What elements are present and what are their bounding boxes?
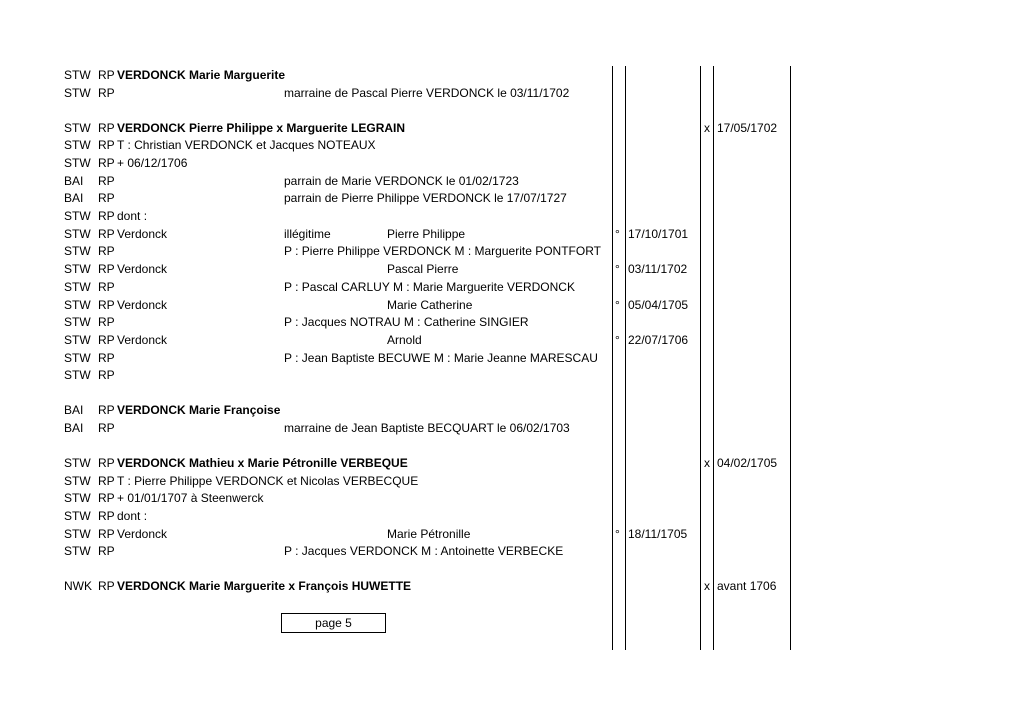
record-registry: RP	[98, 509, 115, 523]
record-name: dont :	[117, 209, 148, 223]
record-name: T : Pierre Philippe VERDONCK et Nicolas VERBECQUE	[117, 474, 419, 488]
record-parish: STW	[64, 474, 91, 488]
record-name: + 01/01/1707 à Steenwerck	[117, 491, 264, 505]
record-registry: RP	[98, 121, 115, 135]
record-row	[0, 190, 1024, 207]
record-parish: STW	[64, 315, 91, 329]
record-row	[0, 297, 1024, 314]
record-row	[0, 261, 1024, 278]
record-registry: RP	[98, 191, 115, 205]
record-row	[0, 85, 1024, 102]
record-registry: RP	[98, 262, 115, 276]
record-parish: STW	[64, 86, 91, 100]
record-detail: marraine de Jean Baptiste BECQUART le 06/02/1703	[284, 421, 570, 435]
record-detail: parrain de Marie VERDONCK le 01/02/1723	[284, 174, 519, 188]
record-registry: RP	[98, 244, 115, 258]
record-birth-date: 05/04/1705	[628, 298, 689, 312]
record-row	[0, 473, 1024, 490]
record-row	[0, 67, 1024, 84]
record-registry: RP	[98, 333, 115, 347]
record-registry: RP	[98, 421, 115, 435]
record-row	[0, 279, 1024, 296]
record-parish: STW	[64, 156, 91, 170]
record-detail: marraine de Pascal Pierre VERDONCK le 03/11/1702	[284, 86, 570, 100]
record-registry: RP	[98, 68, 115, 82]
record-marriage-sign: x	[704, 456, 710, 470]
record-parish: STW	[64, 351, 91, 365]
record-row	[0, 226, 1024, 243]
record-parish: NWK	[64, 579, 92, 593]
record-name: T : Christian VERDONCK et Jacques NOTEAUX	[117, 138, 376, 152]
record-parish: STW	[64, 280, 91, 294]
record-birth-date: 03/11/1702	[628, 262, 688, 276]
record-given-name: Pierre Philippe	[387, 227, 466, 241]
record-parish: STW	[64, 509, 91, 523]
record-parish: STW	[64, 138, 91, 152]
record-detail: P : Pascal CARLUY M : Marie Marguerite VERDONCK	[284, 280, 575, 294]
record-parish: STW	[64, 244, 91, 258]
record-parish: BAI	[64, 421, 84, 435]
record-detail: parrain de Pierre Philippe VERDONCK le 17/07/1727	[284, 191, 567, 205]
record-name: Verdonck	[117, 262, 168, 276]
record-detail: illégitime	[284, 227, 331, 241]
record-registry: RP	[98, 298, 115, 312]
record-registry: RP	[98, 315, 115, 329]
record-row	[0, 208, 1024, 225]
record-marriage-sign: x	[704, 121, 710, 135]
record-registry: RP	[98, 474, 115, 488]
record-name: + 06/12/1706	[117, 156, 188, 170]
record-parish: STW	[64, 527, 91, 541]
record-given-name: Arnold	[387, 333, 422, 347]
record-row	[0, 120, 1024, 137]
record-parish: BAI	[64, 191, 84, 205]
record-row	[0, 420, 1024, 437]
record-registry: RP	[98, 527, 115, 541]
record-marriage-date: avant 1706	[717, 579, 777, 593]
record-birth-sign: °	[615, 227, 620, 241]
record-name: VERDONCK Mathieu x Marie Pétronille VERBEQUE	[117, 456, 408, 470]
record-registry: RP	[98, 280, 115, 294]
record-name: VERDONCK Marie Marguerite	[117, 68, 286, 82]
record-birth-sign: °	[615, 527, 620, 541]
record-name: dont :	[117, 509, 148, 523]
record-registry: RP	[98, 138, 115, 152]
record-row	[0, 314, 1024, 331]
record-row	[0, 137, 1024, 154]
record-marriage-sign: x	[704, 579, 710, 593]
record-registry: RP	[98, 351, 115, 365]
record-parish: STW	[64, 209, 91, 223]
record-detail: P : Pierre Philippe VERDONCK M : Marguerite PONTFORT	[284, 244, 601, 258]
record-parish: STW	[64, 491, 91, 505]
record-row	[0, 526, 1024, 543]
record-row	[0, 508, 1024, 525]
record-row	[0, 350, 1024, 367]
record-birth-sign: °	[615, 298, 620, 312]
record-birth-sign: °	[615, 333, 620, 347]
record-name: Verdonck	[117, 298, 168, 312]
record-registry: RP	[98, 209, 115, 223]
record-registry: RP	[98, 491, 115, 505]
record-registry: RP	[98, 456, 115, 470]
record-parish: BAI	[64, 174, 84, 188]
record-registry: RP	[98, 227, 115, 241]
record-given-name: Marie Pétronille	[387, 527, 471, 541]
record-birth-sign: °	[615, 262, 620, 276]
record-marriage-date: 04/02/1705	[717, 456, 778, 470]
record-parish: STW	[64, 227, 91, 241]
record-row	[0, 490, 1024, 507]
record-registry: RP	[98, 86, 115, 100]
record-birth-date: 17/10/1701	[628, 227, 689, 241]
record-name: VERDONCK Marie Françoise	[117, 403, 281, 417]
record-registry: RP	[98, 579, 115, 593]
record-registry: RP	[98, 403, 115, 417]
record-row	[0, 243, 1024, 260]
record-row	[0, 543, 1024, 560]
record-name: VERDONCK Marie Marguerite x François HUWETTE	[117, 579, 412, 593]
record-parish: STW	[64, 544, 91, 558]
record-detail: P : Jean Baptiste BECUWE M : Marie Jeanne MARESCAU	[284, 351, 598, 365]
record-name: Verdonck	[117, 227, 168, 241]
record-birth-date: 18/11/1705	[628, 527, 688, 541]
record-parish: STW	[64, 298, 91, 312]
record-parish: STW	[64, 456, 91, 470]
record-detail: P : Jacques VERDONCK M : Antoinette VERBECKE	[284, 544, 564, 558]
record-row	[0, 578, 1024, 595]
record-parish: STW	[64, 333, 91, 347]
record-marriage-date: 17/05/1702	[717, 121, 778, 135]
record-row	[0, 332, 1024, 349]
record-name: Verdonck	[117, 333, 168, 347]
record-row	[0, 173, 1024, 190]
record-row	[0, 155, 1024, 172]
record-parish: STW	[64, 121, 91, 135]
record-registry: RP	[98, 156, 115, 170]
record-registry: RP	[98, 174, 115, 188]
record-row	[0, 367, 1024, 384]
record-detail: P : Jacques NOTRAU M : Catherine SINGIER	[284, 315, 529, 329]
record-parish: STW	[64, 262, 91, 276]
record-name: Verdonck	[117, 527, 168, 541]
record-row	[0, 402, 1024, 419]
record-parish: STW	[64, 68, 91, 82]
page-number-box: page 5	[281, 613, 386, 633]
record-name: VERDONCK Pierre Philippe x Marguerite LEGRAIN	[117, 121, 406, 135]
record-birth-date: 22/07/1706	[628, 333, 689, 347]
record-registry: RP	[98, 368, 115, 382]
record-parish: STW	[64, 368, 91, 382]
record-parish: BAI	[64, 403, 84, 417]
record-row	[0, 455, 1024, 472]
record-given-name: Pascal Pierre	[387, 262, 459, 276]
record-registry: RP	[98, 544, 115, 558]
record-given-name: Marie Catherine	[387, 298, 473, 312]
